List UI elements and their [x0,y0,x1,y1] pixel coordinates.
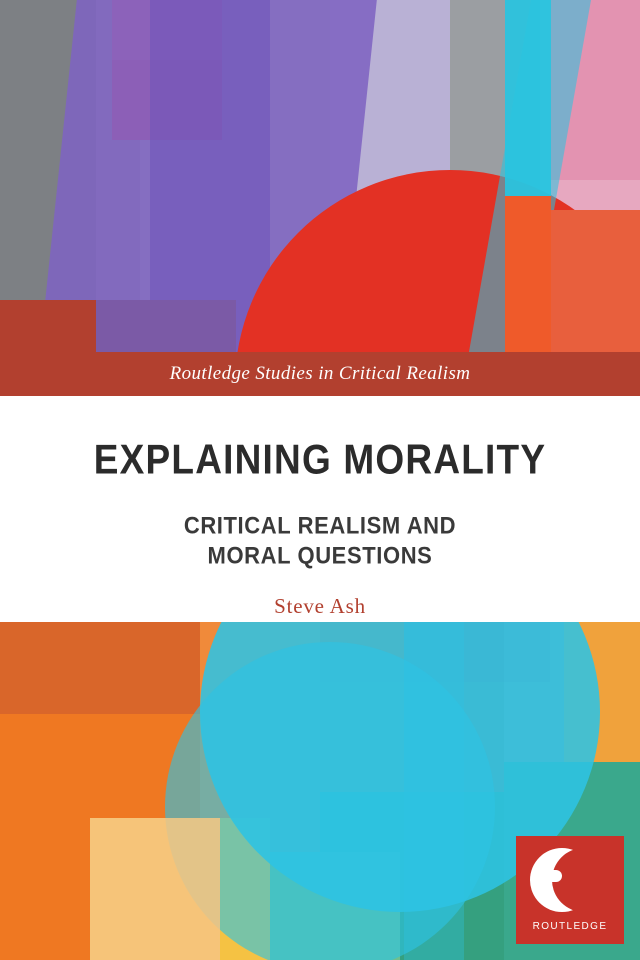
book-title: EXPLAINING MORALITY [93,436,547,483]
art-shape-cyan-band [404,622,464,960]
logo-inner [516,836,624,944]
art-shape-orange-dark [0,622,200,714]
bottom-artwork [0,622,640,960]
top-artwork [0,0,640,352]
art-shape-darkred-foot [0,300,96,352]
publisher-name: ROUTLEDGE [532,921,608,932]
routledge-logo [516,836,624,944]
book-subtitle-line-1: CRITICAL REALISM AND [183,511,457,539]
series-bar [0,352,640,396]
art-shape-orange-right [551,210,640,352]
logo-nose-icon [546,870,562,882]
book-author: Steve Ash [274,594,366,619]
art-shape-orange-column [505,196,551,352]
title-panel [0,396,640,622]
book-subtitle-line-2: MORAL QUESTIONS [207,542,433,570]
series-title: Routledge Studies in Critical Realism [169,363,471,384]
art-shape-purple-foot [96,300,236,352]
book-subtitle [0,474,640,572]
art-shape-peach-block [90,818,220,960]
